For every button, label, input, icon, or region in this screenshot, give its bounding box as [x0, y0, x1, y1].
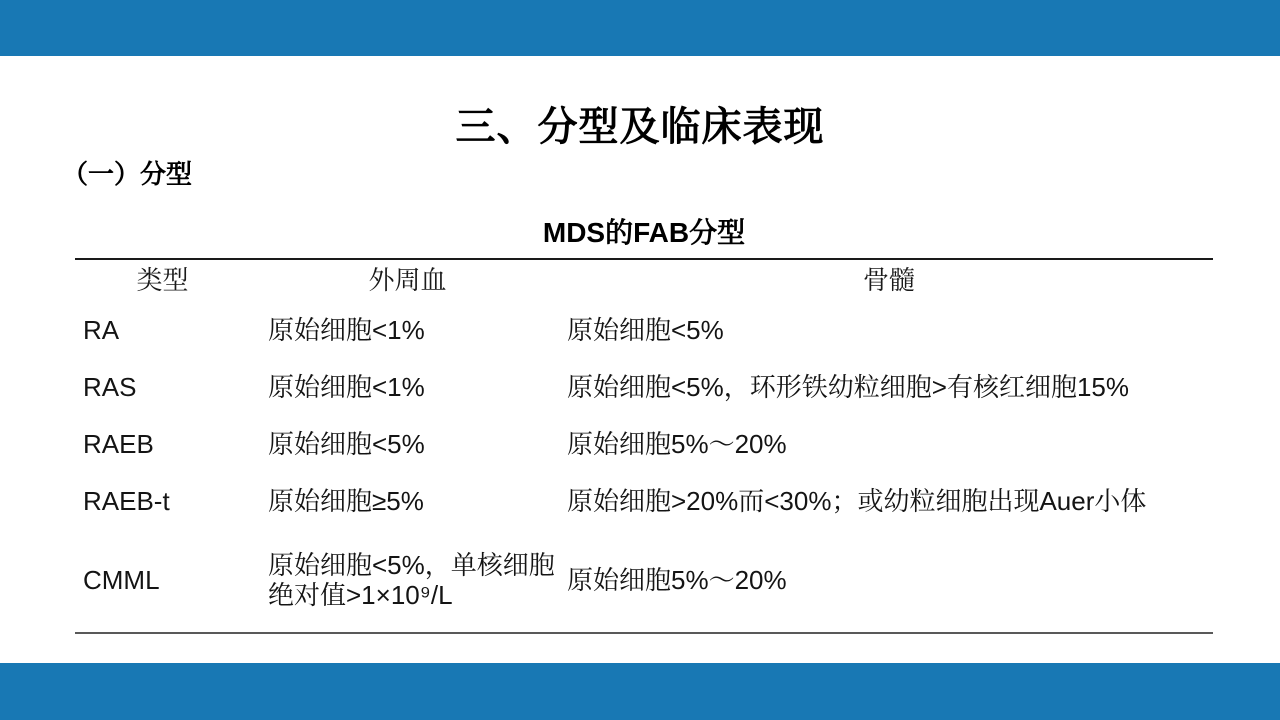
section-subtitle: （一）分型: [62, 159, 193, 189]
cell-peripheral-blood: [250, 530, 565, 632]
table-row-ra: [75, 302, 1213, 359]
cell-type: RAEB: [83, 428, 154, 459]
cell-bone-marrow: 原始细胞<5%，环形铁幼粒细胞>有核红细胞15%: [567, 371, 1129, 402]
cell-bone-marrow: 原始细胞>20%而<30%；或幼粒细胞出现Auer小体: [567, 485, 1147, 516]
cell-bone-marrow: 原始细胞<5%: [567, 314, 724, 345]
cell-peripheral-blood: 原始细胞<1%: [268, 314, 425, 345]
table-row-raeb: [75, 416, 1213, 473]
table-row-cmml: [75, 530, 1213, 632]
column-header-bone-marrow: 骨髓: [862, 265, 915, 296]
bottom-accent-bar: [0, 663, 1280, 720]
cell-peripheral-blood: 原始细胞<1%: [268, 371, 425, 402]
cell-bone-marrow: 原始细胞5%～20%: [567, 565, 787, 596]
column-header-peripheral-blood: 外周血: [368, 265, 447, 296]
cell-type: CMML: [83, 565, 160, 596]
cell-bone-marrow: 原始细胞5%～20%: [567, 428, 787, 459]
cell-peripheral-blood-line2: 绝对值>1×10⁹/L: [268, 580, 453, 610]
cell-peripheral-blood: 原始细胞<5%: [268, 428, 425, 459]
cell-type: RA: [83, 314, 120, 345]
cell-peripheral-blood: 原始细胞≥5%: [268, 485, 424, 516]
cell-peripheral-blood-line1: 原始细胞<5%，单核细胞: [268, 550, 555, 581]
fab-classification-table: [75, 258, 1213, 634]
column-header-type: 类型: [136, 265, 189, 296]
table-header-row: [75, 260, 1213, 302]
cell-type: RAEB-t: [83, 485, 170, 516]
table-row-ras: [75, 359, 1213, 416]
table-title: MDS的FAB分型: [542, 217, 746, 248]
slide-title: 三、分型及临床表现: [455, 105, 825, 149]
cell-type: RAS: [83, 371, 137, 402]
table-row-raeb-t: [75, 473, 1213, 530]
top-accent-bar: [0, 0, 1280, 56]
